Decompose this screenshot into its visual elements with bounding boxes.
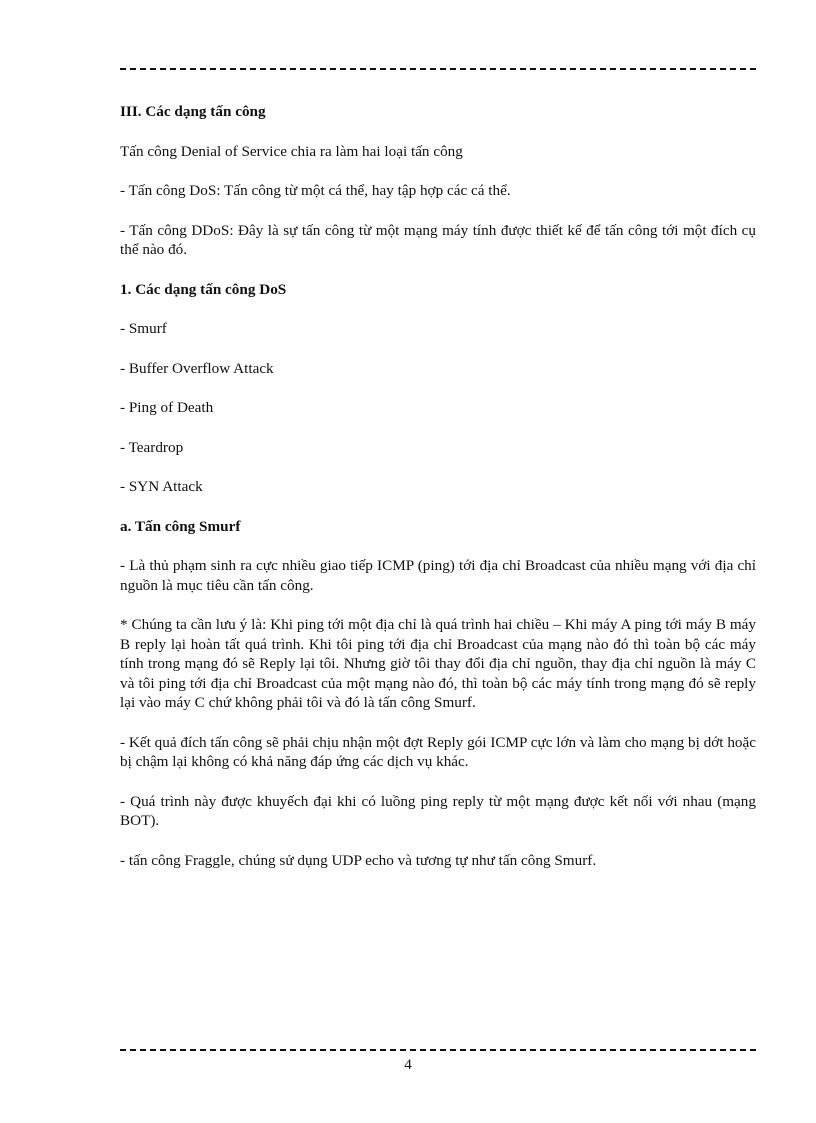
list-item: - SYN Attack xyxy=(120,478,203,495)
smurf-paragraph: - Là thủ phạm sinh ra cực nhiều giao tiếp ICMP (ping) tới địa chỉ Broadcast của nhiều mạng với địa chỉ nguồn là mục tiêu cần tấn công. xyxy=(120,557,756,594)
smurf-paragraph: * Chúng ta cần lưu ý là: Khi ping tới một địa chỉ là quá trình hai chiều – Khi máy A ping tới máy B máy B reply lại hoàn tất quá trình. Khi tôi ping tới địa chỉ Broadcast của mạng nào đó thì toàn bộ các máy tính trong mạng đó sẽ Reply lại tôi. Nhưng giờ tôi thay đổi địa chỉ nguồn, thay địa chỉ nguồn là máy C và tôi ping tới địa chỉ Broadcast của một mạng nào đó, thì toàn bộ các máy tính trong mạng đó sẽ reply lại vào máy C chứ không phải tôi và đó là tấn công Smurf. xyxy=(120,616,756,711)
list-item: - Smurf xyxy=(120,320,167,337)
list-item: - Teardrop xyxy=(120,438,184,456)
ddos-definition: - Tấn công DDoS: Đây là sự tấn công từ một mạng máy tính được thiết kế để tấn công tới một đích cụ thể nào đó. xyxy=(120,221,756,258)
list-item: - Buffer Overflow Attack xyxy=(120,359,274,377)
footer-dashed-rule xyxy=(120,1049,756,1051)
smurf-paragraph: - Kết quả đích tấn công sẽ phải chịu nhận một đợt Reply gói ICMP cực lớn và làm cho mạng bị dớt hoặc bị chậm lại không có khả năng đáp ứng các dịch vụ khác. xyxy=(120,733,756,770)
dos-definition: - Tấn công DoS: Tấn công từ một cá thể, hay tập hợp các cá thể. xyxy=(120,182,511,199)
subsection-heading: 1. Các dạng tấn công DoS xyxy=(120,280,287,298)
smurf-paragraph: - Quá trình này được khuyếch đại khi có luồng ping reply từ một mạng được kết nối với nhau (mạng BOT). xyxy=(120,792,756,829)
section-intro: Tấn công Denial of Service chia ra làm hai loại tấn công xyxy=(120,142,463,160)
page-content xyxy=(120,102,756,890)
section-heading: III. Các dạng tấn công xyxy=(120,103,266,120)
smurf-paragraph: - tấn công Fraggle, chúng sử dụng UDP echo và tương tự như tấn công Smurf. xyxy=(120,851,597,869)
smurf-heading: a. Tấn công Smurf xyxy=(120,517,241,535)
page-number: 4 xyxy=(404,1056,412,1073)
header-dashed-rule xyxy=(120,68,756,70)
list-item: - Ping of Death xyxy=(120,399,214,416)
